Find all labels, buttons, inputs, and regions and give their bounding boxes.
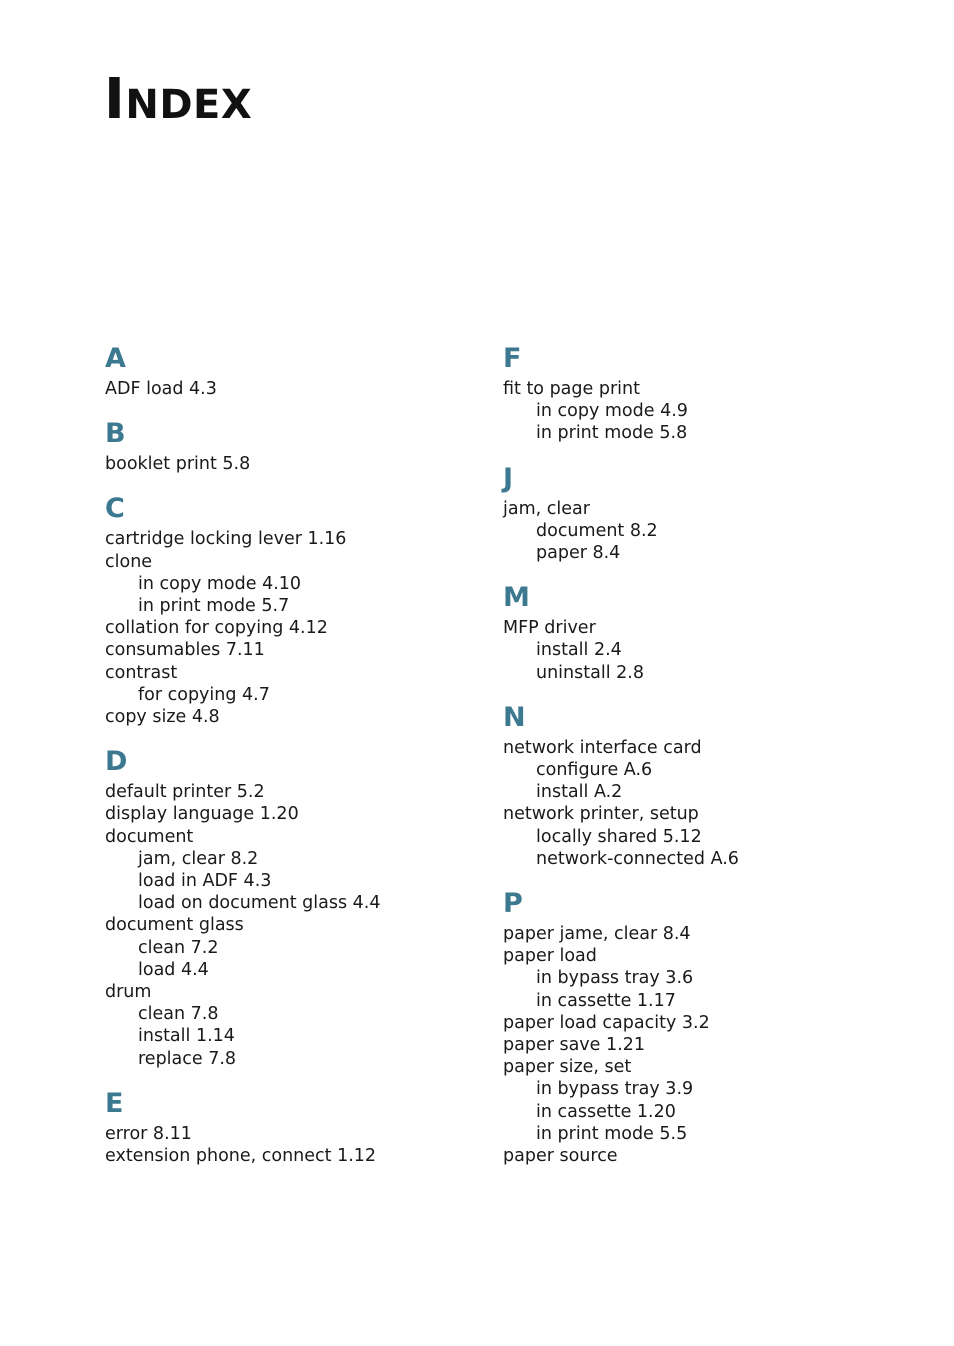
index-entry: copy size 4.8 xyxy=(105,707,220,728)
index-entry: jam, clear xyxy=(503,498,590,519)
index-entry: paper source xyxy=(503,1146,618,1167)
index-section-m xyxy=(503,579,903,684)
index-subentry: in print mode 5.7 xyxy=(138,596,290,617)
index-section-d xyxy=(105,743,505,1070)
index-subentry: for copying 4.7 xyxy=(138,684,270,705)
index-section-c xyxy=(105,490,505,728)
index-entry: paper load xyxy=(503,946,597,967)
index-section-p xyxy=(503,885,903,1167)
index-entry: paper size, set xyxy=(503,1057,632,1078)
section-letter: B xyxy=(105,418,126,450)
index-entry: contrast xyxy=(105,662,178,683)
title-initial: I xyxy=(104,67,126,132)
index-subentry: uninstall 2.8 xyxy=(536,662,644,683)
index-subentry: install 2.4 xyxy=(536,640,622,661)
index-entry: cartridge locking lever 1.16 xyxy=(105,529,347,550)
section-letter: A xyxy=(105,343,126,374)
section-letter: M xyxy=(503,582,530,614)
index-subentry: replace 7.8 xyxy=(138,1048,237,1069)
index-entry: drum xyxy=(105,982,152,1003)
index-entry: network interface card xyxy=(503,737,702,758)
index-column-left xyxy=(105,340,505,1182)
index-subentry: paper 8.4 xyxy=(536,543,621,564)
index-entry: display language 1.20 xyxy=(105,804,299,825)
index-entry: extension phone, connect 1.12 xyxy=(105,1146,377,1167)
index-entry: collation for copying 4.12 xyxy=(105,618,328,639)
index-entry: clone xyxy=(105,551,153,572)
index-subentry: locally shared 5.12 xyxy=(536,826,702,847)
index-subentry: in print mode 5.8 xyxy=(536,423,688,444)
index-subentry: in print mode 5.5 xyxy=(536,1123,688,1144)
index-entry: ADF load 4.3 xyxy=(105,379,217,399)
index-entry: network printer, setup xyxy=(503,804,699,825)
index-entry: booklet print 5.8 xyxy=(105,454,251,475)
section-letter: C xyxy=(105,493,125,525)
index-subentry: in cassette 1.17 xyxy=(536,990,676,1011)
index-entry: fit to page print xyxy=(503,379,640,399)
title-rest: NDEX xyxy=(125,82,253,128)
index-subentry: in bypass tray 3.9 xyxy=(536,1079,694,1100)
page-title xyxy=(104,67,253,135)
index-subentry: load 4.4 xyxy=(138,959,209,980)
index-subentry: network-connected A.6 xyxy=(536,848,739,869)
index-column-right xyxy=(503,340,903,1182)
index-entry: MFP driver xyxy=(503,618,596,639)
section-letter: J xyxy=(503,462,514,494)
section-letter: N xyxy=(503,701,526,733)
index-entry: error 8.11 xyxy=(105,1123,192,1144)
index-subentry: load on document glass 4.4 xyxy=(138,893,381,914)
section-letter: P xyxy=(503,888,523,920)
index-subentry: install 1.14 xyxy=(138,1026,235,1047)
index-subentry: in bypass tray 3.6 xyxy=(536,968,694,989)
index-subentry: clean 7.8 xyxy=(138,1004,219,1025)
index-subentry: clean 7.2 xyxy=(138,937,219,958)
index-section-a xyxy=(105,340,505,400)
index-entry: paper jame, clear 8.4 xyxy=(503,924,691,945)
index-subentry: document 8.2 xyxy=(536,520,658,541)
index-entry: default printer 5.2 xyxy=(105,782,265,803)
index-section-j xyxy=(503,460,903,565)
section-letter: F xyxy=(503,343,522,374)
section-letter: D xyxy=(105,746,128,778)
index-entry: paper save 1.21 xyxy=(503,1035,645,1056)
section-letter: E xyxy=(105,1087,124,1119)
index-subentry: in cassette 1.20 xyxy=(536,1101,676,1122)
index-section-f xyxy=(503,340,903,445)
index-entry: document xyxy=(105,826,194,847)
index-section-n xyxy=(503,699,903,870)
index-subentry: load in ADF 4.3 xyxy=(138,871,272,892)
index-subentry: configure A.6 xyxy=(536,760,653,781)
index-subentry: install A.2 xyxy=(536,782,623,803)
index-subentry: in copy mode 4.9 xyxy=(536,401,688,422)
index-subentry: in copy mode 4.10 xyxy=(138,573,302,594)
index-entry: consumables 7.11 xyxy=(105,640,265,661)
index-section-b xyxy=(105,415,505,475)
index-entry: document glass xyxy=(105,915,244,936)
index-section-e xyxy=(105,1085,505,1167)
index-entry: paper load capacity 3.2 xyxy=(503,1012,710,1033)
index-subentry: jam, clear 8.2 xyxy=(138,848,259,869)
